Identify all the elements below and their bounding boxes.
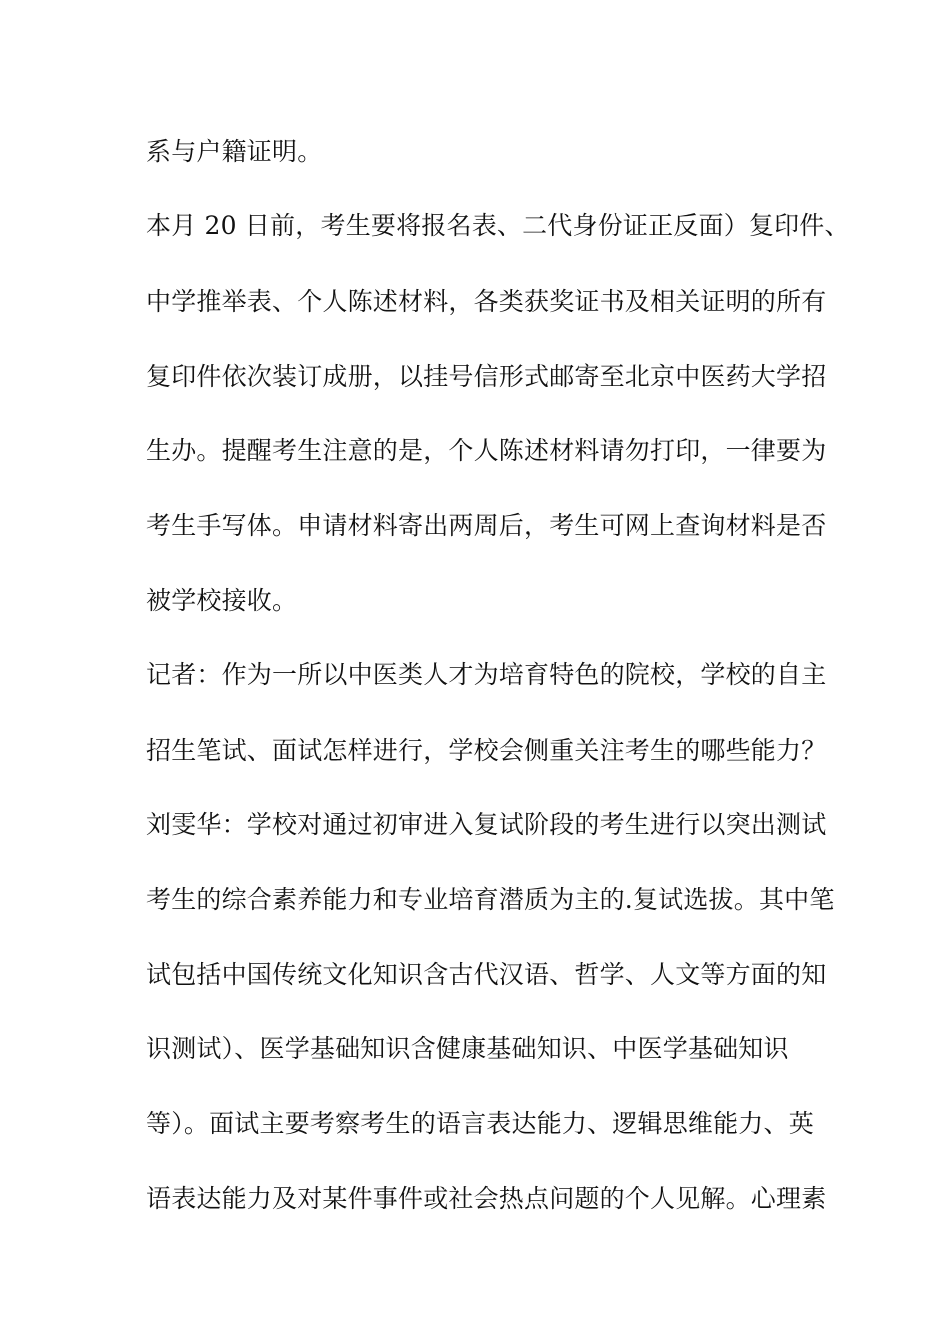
text-line: 识测试）、医学基础知识含健康基础知识、中医学基础知识	[146, 1034, 789, 1063]
text-line: 本月 20 日前，考生要将报名表、二代身份证正反面）复印件、	[146, 211, 850, 240]
text-line: 记者：作为一所以中医类人才为培育特色的院校，学校的自主	[146, 660, 827, 689]
text-line: 中学推举表、个人陈述材料，各类获奖证书及相关证明的所有	[146, 287, 827, 316]
text-line: 刘雯华：学校对通过初审进入复试阶段的考生进行以突出测试	[146, 810, 827, 839]
text-line: 试包括中国传统文化知识含古代汉语、哲学、人文等方面的知	[146, 960, 827, 989]
text-line: 考生的综合素养能力和专业培育潜质为主的.复试选拔。其中笔	[146, 885, 835, 914]
text-line: 等）。面试主要考察考生的语言表达能力、逻辑思维能力、英	[146, 1109, 814, 1138]
text-line: 复印件依次装订成册，以挂号信形式邮寄至北京中医药大学招	[146, 362, 827, 391]
text-line: 系与户籍证明。	[146, 137, 323, 166]
text-line: 被学校接收。	[146, 586, 298, 615]
text-line: 语表达能力及对某件事件或社会热点问题的个人见解。心理素	[146, 1184, 827, 1213]
text-line: 生办。提醒考生注意的是，个人陈述材料请勿打印，一律要为	[146, 436, 827, 465]
text-line: 考生手写体。申请材料寄出两周后，考生可网上查询材料是否	[146, 511, 827, 540]
text-line: 招生笔试、面试怎样进行，学校会侧重关注考生的哪些能力？	[146, 736, 827, 765]
